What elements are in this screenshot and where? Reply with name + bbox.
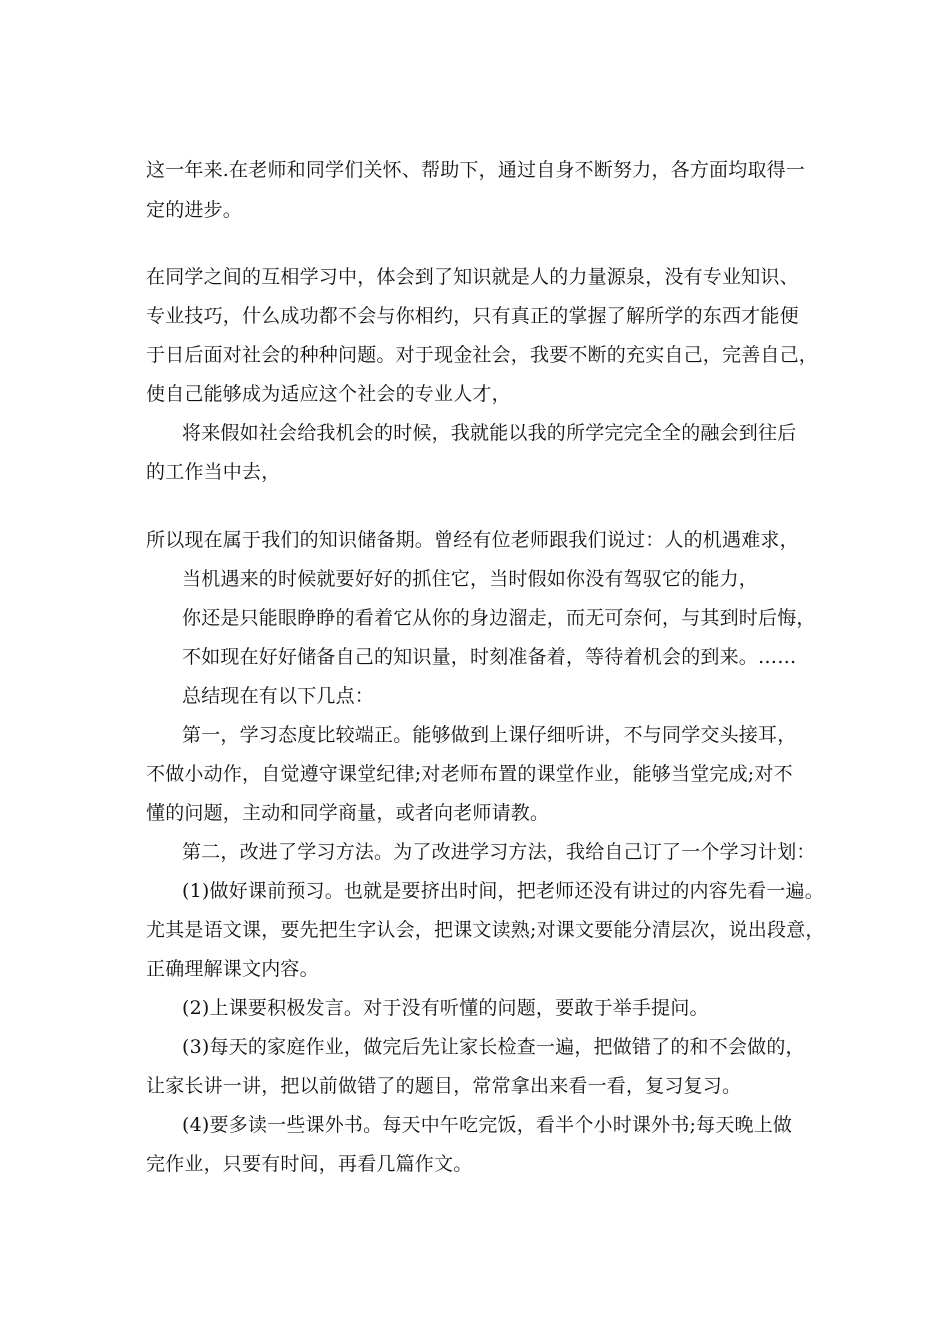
- text-line: 让家长讲一讲，把以前做错了的题目，常常拿出来看一看，复习复习。: [146, 1075, 742, 1097]
- text-line: 正确理解课文内容。: [146, 958, 319, 980]
- text-line: 你还是只能眼睁睁的看着它从你的身边溜走，而无可奈何，与其到时后悔，: [182, 607, 816, 629]
- text-line: 在同学之间的互相学习中，体会到了知识就是人的力量源泉，没有专业知识、: [146, 266, 799, 288]
- text-line: 第一，学习态度比较端正。能够做到上课仔细听讲，不与同学交头接耳，: [182, 724, 797, 746]
- text-line: 当机遇来的时候就要好好的抓住它，当时假如你没有驾驭它的能力，: [182, 568, 759, 590]
- text-line: (1)做好课前预习。也就是要挤出时间，把老师还没有讲过的内容先看一遍。: [182, 880, 824, 902]
- text-line: (4)要多读一些课外书。每天中午吃完饭，看半个小时课外书;每天晚上做: [182, 1114, 793, 1136]
- text-line: (3)每天的家庭作业，做完后先让家长检查一遍，把做错了的和不会做的，: [182, 1036, 805, 1058]
- text-line: 将来假如社会给我机会的时候，我就能以我的所学完完全全的融会到往后: [182, 422, 797, 444]
- text-line: 不如现在好好储备自己的知识量，时刻准备着，等待着机会的到来。……: [182, 646, 797, 668]
- text-line: 懂的问题，主动和同学商量，或者向老师请教。: [146, 802, 550, 824]
- text-line: 第二，改进了学习方法。为了改进学习方法，我给自己订了一个学习计划：: [182, 841, 816, 863]
- text-line: 这一年来.在老师和同学们关怀、帮助下，通过自身不断努力，各方面均取得一: [146, 159, 806, 181]
- text-line: 的工作当中去，: [146, 461, 281, 483]
- text-line: 使自己能够成为适应这个社会的专业人才，: [146, 383, 511, 405]
- text-line: (2)上课要积极发言。对于没有听懂的问题，要敢于举手提问。: [182, 997, 709, 1019]
- text-line: 专业技巧，什么成功都不会与你相约，只有真正的掌握了解所学的东西才能便: [146, 305, 799, 327]
- text-line: 完作业，只要有时间，再看几篇作文。: [146, 1153, 473, 1175]
- text-line: 于日后面对社会的种种问题。对于现金社会，我要不断的充实自己，完善自己，: [146, 344, 819, 366]
- text-line: 尤其是语文课，要先把生字认会，把课文读熟;对课文要能分清层次，说出段意，: [146, 919, 825, 941]
- text-line: 定的进步。: [146, 199, 243, 221]
- text-line: 所以现在属于我们的知识储备期。曾经有位老师跟我们说过：人的机遇难求，: [146, 529, 799, 551]
- text-line: 不做小动作，自觉遵守课堂纪律;对老师布置的课堂作业，能够当堂完成;对不: [146, 763, 793, 785]
- text-line: 总结现在有以下几点：: [182, 685, 375, 707]
